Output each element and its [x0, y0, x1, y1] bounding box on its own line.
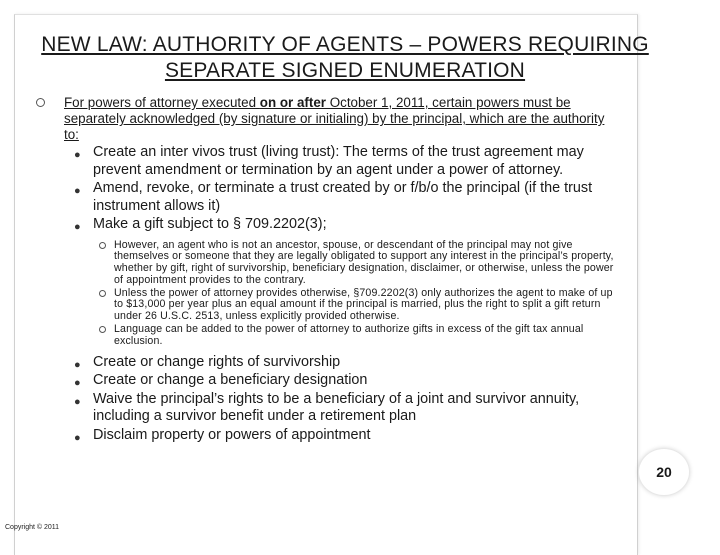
- list-item: [22, 391, 622, 426]
- list-item-text: Waive the principal’s rights to be a beneficiary of a joint and survivor annuity, including a survivor benefit under a retirement plan: [93, 390, 580, 425]
- list-item-text: Create or change rights of survivorship: [93, 353, 341, 370]
- wingding-bullet-icon: ●: [74, 185, 81, 197]
- gift-sub-list: [22, 240, 622, 348]
- list-item-text: Make a gift subject to § 709.2202(3);: [93, 216, 327, 232]
- list-item: [22, 144, 622, 179]
- wingding-bullet-icon: ●: [74, 395, 81, 408]
- hollow-circle-icon: [36, 98, 45, 107]
- intro-bullet: [22, 95, 622, 143]
- sub-list-item-text: Unless the power of attorney provides otherwise, §709.2202(3) only authorizes the agent to make of up to $13,000 per year plus an equal amount if the principal is married, plus the right to split a gift return under 26 U.S.C. 2513, unless explicitly provided otherwise.: [114, 286, 613, 323]
- copyright-notice: Copyright © 2011: [5, 524, 60, 531]
- sub-list-item-text: However, an agent who is not an ancestor, spouse, or descendant of the principal may not give themselves or someone that they are legally obligated to support any interest in the principal’s property, whether by gift, right of survivorship, beneficiary designation, disclaimer, or otherwise, unless the power of appointment provides to the contrary.: [114, 238, 614, 286]
- wingding-bullet-icon: ●: [74, 149, 81, 161]
- wingding-bullet-icon: ●: [74, 377, 81, 390]
- list-item: [22, 372, 622, 390]
- intro-emphasis: on or after: [259, 95, 326, 110]
- list-item-text: Create an inter vivos trust (living trust): The terms of the trust agreement may prevent amendment or termination by an agent under a power of attorney.: [93, 144, 584, 178]
- wingding-bullet-icon: ●: [74, 358, 81, 371]
- wingding-bullet-icon: ●: [74, 221, 81, 233]
- intro-prefix: For powers of attorney executed: [64, 95, 260, 110]
- sub-list-item-text: Language can be added to the power of attorney to authorize gifts in excess of the gift tax annual exclusion.: [114, 323, 584, 347]
- sub-list-item: [22, 288, 622, 323]
- list-item: [22, 180, 622, 215]
- authority-list-continued: [22, 354, 622, 445]
- list-item-text: Amend, revoke, or terminate a trust created by or f/b/o the principal (if the trust instrument allows it): [93, 180, 593, 214]
- slide-title: NEW LAW: AUTHORITY OF AGENTS – POWERS REQUIRING SEPARATE SIGNED ENUMERATION: [41, 33, 649, 82]
- sub-list-item: [22, 240, 622, 287]
- sub-list-item: [22, 324, 622, 348]
- authority-list: [22, 144, 622, 234]
- list-item: [22, 427, 622, 445]
- small-hollow-circle-icon: [99, 242, 106, 249]
- list-item-text: Disclaim property or powers of appointment: [93, 426, 371, 443]
- slide-content: [22, 95, 622, 444]
- list-item: [22, 354, 622, 372]
- list-item: [22, 216, 622, 234]
- list-item-text: Create or change a beneficiary designation: [93, 372, 368, 389]
- page-number-badge: 20: [638, 448, 690, 496]
- small-hollow-circle-icon: [99, 290, 106, 297]
- small-hollow-circle-icon: [99, 326, 106, 333]
- intro-suffix: October 1, 2011, certain powers must be separately acknowledged (by signature or initialing) by the principal, which are the authority to:: [64, 95, 605, 142]
- wingding-bullet-icon: ●: [74, 431, 81, 444]
